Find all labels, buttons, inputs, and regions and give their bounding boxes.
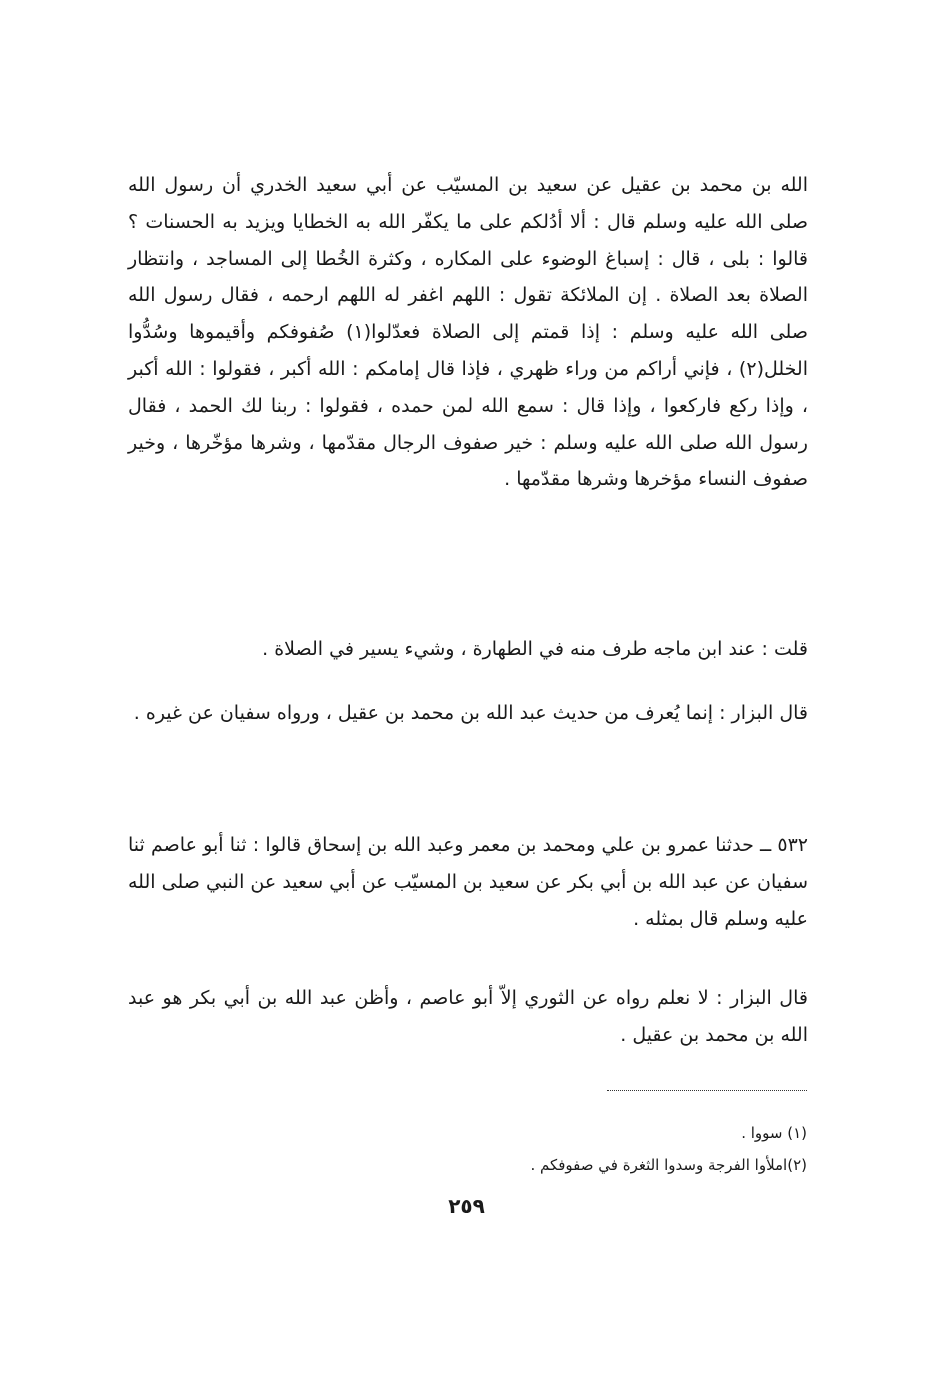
bazzar-comment-paragraph: قال البزار : إنما يُعرف من حديث عبد الله بن محمد بن عقيل ، ورواه سفيان عن غيره . (133, 702, 808, 724)
hadith-532-paragraph: ٥٣٢ ــ حدثنا عمرو بن علي ومحمد بن معمر وعبد الله بن إسحاق قالوا : ثنا أبو عاصم ثنا سفيان عن عبد الله بن أبي بكر عن سعيد بن المسيّب عن أبي سعيد عن النبي صلى الله عليه وسلم قال بمثله . (128, 834, 808, 930)
footnote-divider (607, 1090, 807, 1091)
author-note-paragraph: قلت : عند ابن ماجه طرف منه في الطهارة ، وشيء يسير في الصلاة . (262, 638, 808, 660)
hadith-text-paragraph: الله بن محمد بن عقيل عن سعيد بن المسيّب عن أبي سعيد الخدري أن رسول الله صلى الله عليه وسلم قال : ألا أدُلكم على ما يكفّر الله به الخطايا ويزيد به الحسنات ؟ قالوا : بلى ، قال : إسباغ الوضوء على المكاره ، وكثرة الخُطا إلى المساجد ، وانتظار الصلاة بعد الصلاة . إن الملائكة تقول : اللهم اغفر له اللهم ارحمه ، فقال رسول الله صلى الله عليه وسلم : إذا قمتم إلى الصلاة فعدّلوا(١) صُفوفكم وأقيموها وسُدُّوا الخلل(٢) ، فإني أراكم من وراء ظهري ، فإذا قال إمامكم : الله أكبر ، فقولوا : الله أكبر ، وإذا ركع فاركعوا ، وإذا قال : سمع الله لمن حمده ، فقولوا : ربنا لك الحمد ، فقال رسول الله صلى الله عليه وسلم : خير صفوف الرجال مقدّمها ، وشرها مؤخّرها ، وخير صفوف النساء مؤخرها وشرها مقدّمها . (128, 174, 808, 491)
page-number: ٢٥٩ (448, 1194, 485, 1218)
footnote-2: (٢)املأوا الفرجة وسدوا الثغرة في صفوفكم . (530, 1156, 807, 1174)
bazzar-comment-paragraph-2: قال البزار : لا نعلم رواه عن الثوري إلاّ أبو عاصم ، وأظن عبد الله بن أبي بكر هو عبد الله بن محمد بن عقيل . (128, 987, 808, 1046)
footnote-1: (١) سووا . (741, 1124, 807, 1142)
